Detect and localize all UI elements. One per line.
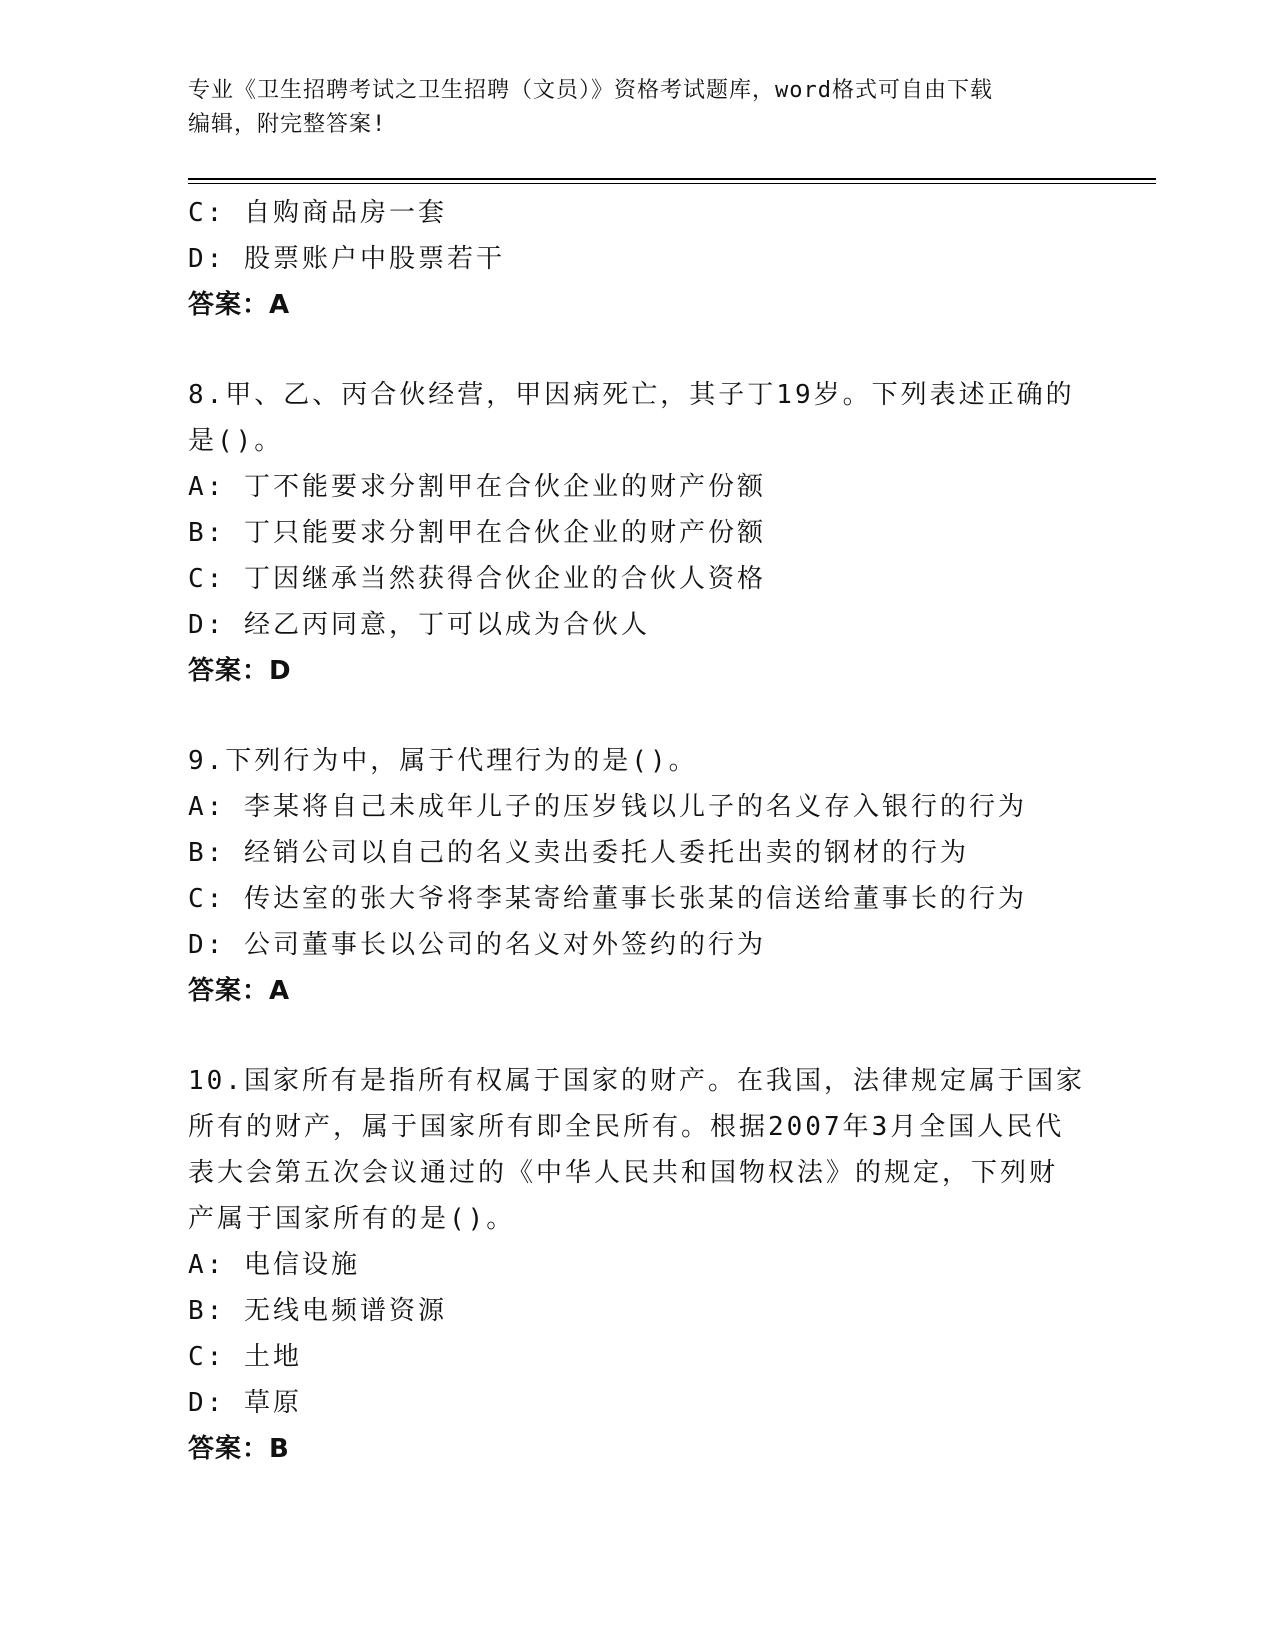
q8-stem-line-1: 8.甲、乙、丙合伙经营，甲因病死亡，其子丁19岁。下列表述正确的 <box>188 380 1075 410</box>
question-10 <box>188 1058 1088 1472</box>
q10-option-d: D: 草原 <box>188 1388 302 1418</box>
q8-option-b: B: 丁只能要求分割甲在合伙企业的财产份额 <box>188 518 766 548</box>
q10-stem-line-1: 10.国家所有是指所有权属于国家的财产。在我国，法律规定属于国家 <box>188 1066 1085 1096</box>
document-header <box>188 74 1088 142</box>
q10-answer: 答案：B <box>188 1434 290 1464</box>
q10-stem-line-2: 所有的财产，属于国家所有即全民所有。根据2007年3月全国人民代 <box>188 1112 1065 1142</box>
q10-option-c: C: 土地 <box>188 1342 302 1372</box>
header-line-1: 专业《卫生招聘考试之卫生招聘（文员）》资格考试题库，word格式可自由下载 <box>188 78 993 103</box>
question-7-tail <box>188 190 1088 328</box>
q7-option-c: C: 自购商品房一套 <box>188 198 447 228</box>
q7-answer: 答案：A <box>188 290 291 320</box>
q9-option-c: C: 传达室的张大爷将李某寄给董事长张某的信送给董事长的行为 <box>188 884 1027 914</box>
question-spacer <box>188 1014 1088 1058</box>
q8-option-d: D: 经乙丙同意，丁可以成为合伙人 <box>188 610 650 640</box>
q7-option-d: D: 股票账户中股票若干 <box>188 244 505 274</box>
q10-option-b: B: 无线电频谱资源 <box>188 1296 447 1326</box>
q8-stem <box>188 372 1088 464</box>
question-list <box>188 190 1088 1472</box>
q9-stem-line-1: 9.下列行为中，属于代理行为的是()。 <box>188 746 698 776</box>
question-spacer <box>188 694 1088 738</box>
q10-stem-line-3: 表大会第五次会议通过的《中华人民共和国物权法》的规定，下列财 <box>188 1158 1059 1188</box>
q8-answer: 答案：D <box>188 656 292 686</box>
q9-stem <box>188 738 1088 784</box>
question-9 <box>188 738 1088 1014</box>
q9-option-a: A: 李某将自己未成年儿子的压岁钱以儿子的名义存入银行的行为 <box>188 792 1027 822</box>
q10-stem-line-4: 产属于国家所有的是()。 <box>188 1204 516 1234</box>
question-8 <box>188 372 1088 694</box>
question-spacer <box>188 328 1088 372</box>
q9-answer: 答案：A <box>188 976 291 1006</box>
header-divider-thin <box>188 183 1156 184</box>
q10-stem <box>188 1058 1088 1242</box>
header-line-2: 编辑，附完整答案! <box>188 112 387 137</box>
q8-option-c: C: 丁因继承当然获得合伙企业的合伙人资格 <box>188 564 766 594</box>
q9-option-d: D: 公司董事长以公司的名义对外签约的行为 <box>188 930 766 960</box>
q9-option-b: B: 经销公司以自己的名义卖出委托人委托出卖的钢材的行为 <box>188 838 969 868</box>
header-divider-thick <box>188 178 1156 180</box>
q10-option-a: A: 电信设施 <box>188 1250 360 1280</box>
q8-option-a: A: 丁不能要求分割甲在合伙企业的财产份额 <box>188 472 766 502</box>
q8-stem-line-2: 是()。 <box>188 426 284 456</box>
